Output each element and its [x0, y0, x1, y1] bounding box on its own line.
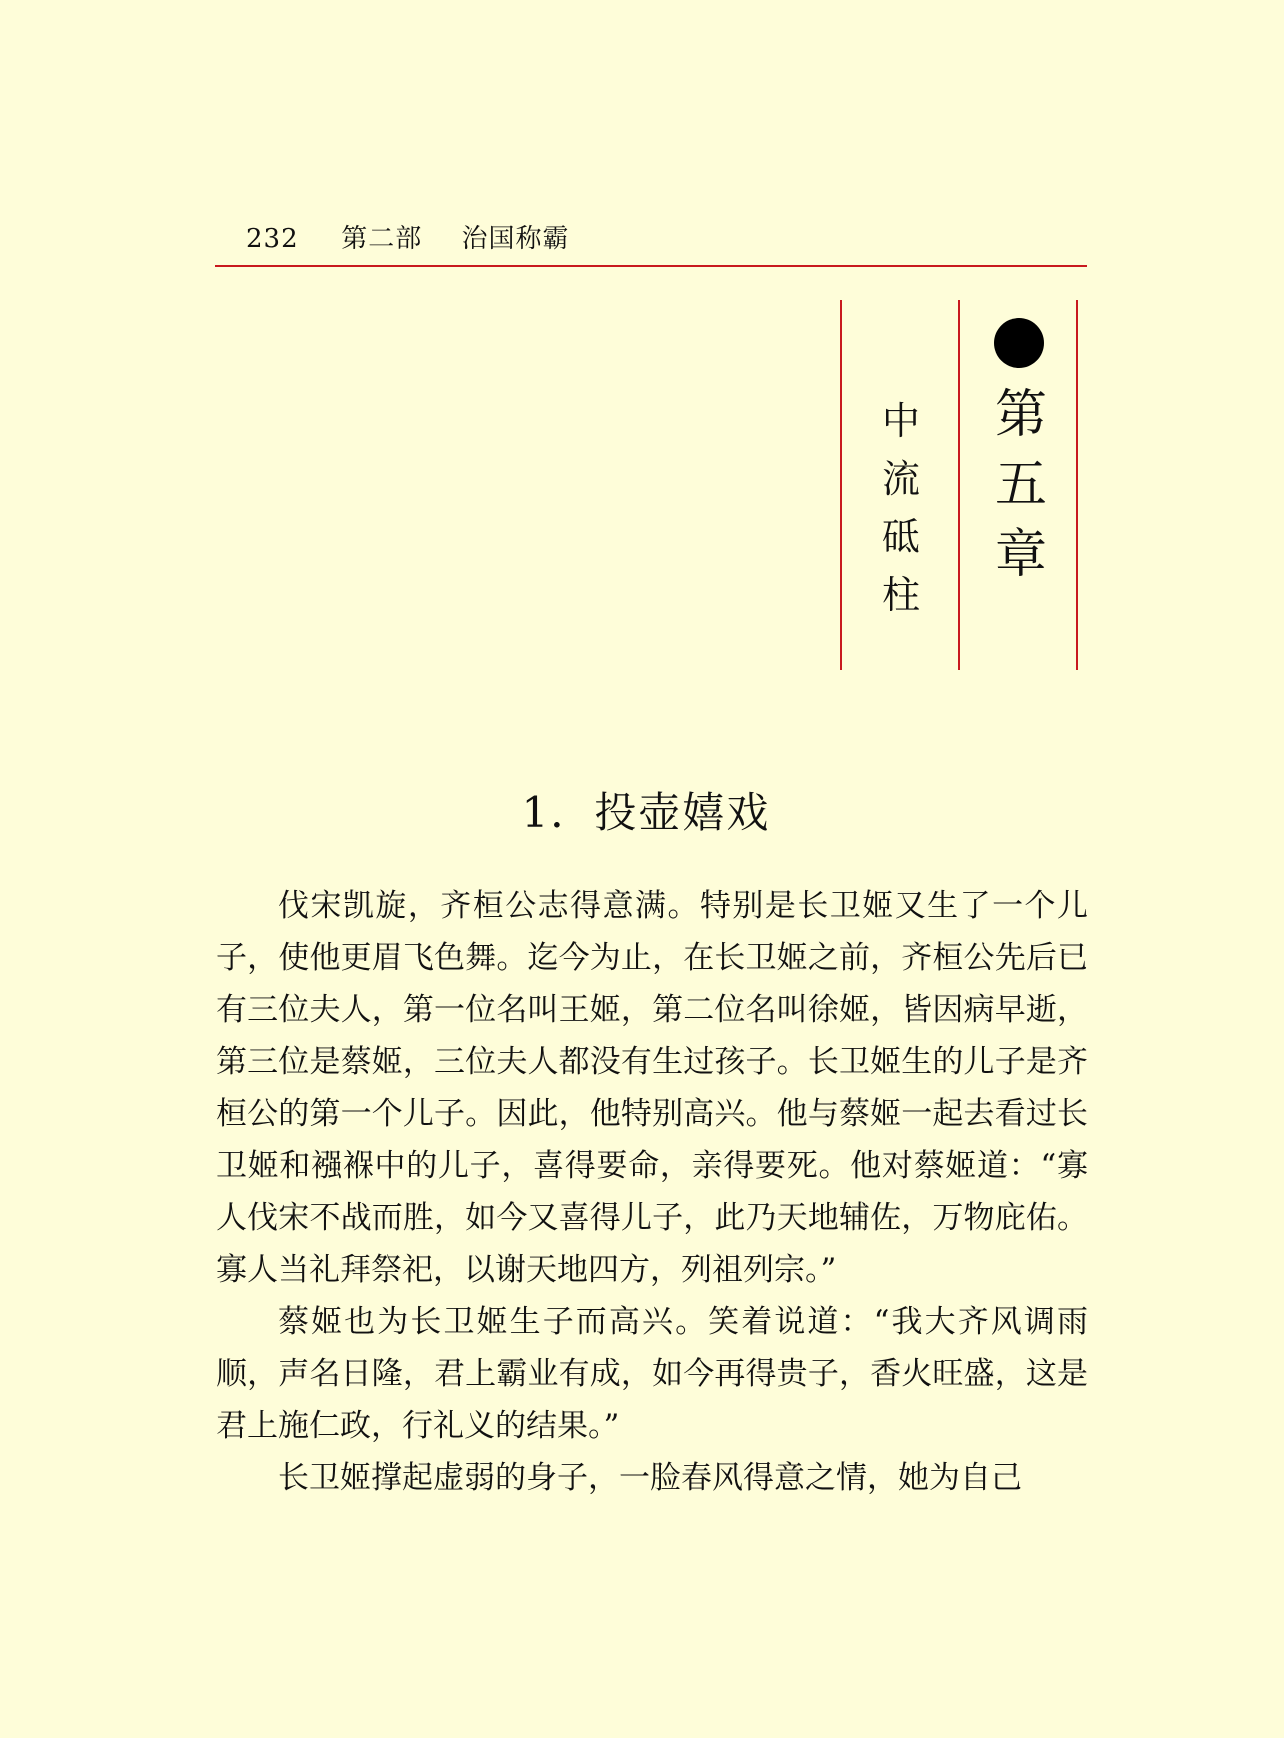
chapter-frame-rule-left	[840, 300, 842, 670]
paragraph: 长卫姬撑起虚弱的身子，一脸春风得意之情，她为自己	[278, 1460, 1022, 1496]
part-label: 第二部	[341, 224, 423, 254]
paragraph: 伐宋凯旋，齐桓公志得意满。特别是长卫姬又生了一个儿子，使他更眉飞色舞。迄今为止，在长卫姬之前，齐桓公先后已有三位夫人，第一位名叫王姬，第二位名叫徐姬，皆因病早逝，第三位是蔡姬，三位夫人都没有生过孩子。长卫姬生的儿子是齐桓公的第一个儿子。因此，他特别高兴。他与蔡姬一起去看过长卫姬和襁褓中的儿子，喜得要命，亲得要死。他对蔡姬道：“寡人伐宋不战而胜，如今又喜得儿子，此乃天地辅佐，万物庇佑。寡人当礼拜祭祀，以谢天地四方，列祖列宗。”	[216, 888, 1088, 1288]
chapter-frame-rule-right	[1076, 300, 1078, 670]
chapter-bullet-icon	[994, 318, 1044, 368]
body-text	[216, 880, 1088, 1504]
page-number: 232	[246, 224, 299, 254]
chapter-title: 中流砥柱	[881, 399, 920, 617]
chapter-number: 第五章	[994, 385, 1047, 585]
chapter-frame-rule-middle	[958, 300, 960, 670]
paragraph: 蔡姬也为长卫姬生子而高兴。笑着说道：“我大齐风调雨顺，声名日隆，君上霸业有成，如今再得贵子，香火旺盛，这是君上施仁政，行礼义的结果。”	[216, 1304, 1088, 1444]
part-title: 治国称霸	[461, 224, 570, 254]
header-rule	[215, 265, 1087, 267]
running-head	[246, 218, 570, 255]
section-heading: 1．投壶嬉戏	[521, 788, 771, 837]
